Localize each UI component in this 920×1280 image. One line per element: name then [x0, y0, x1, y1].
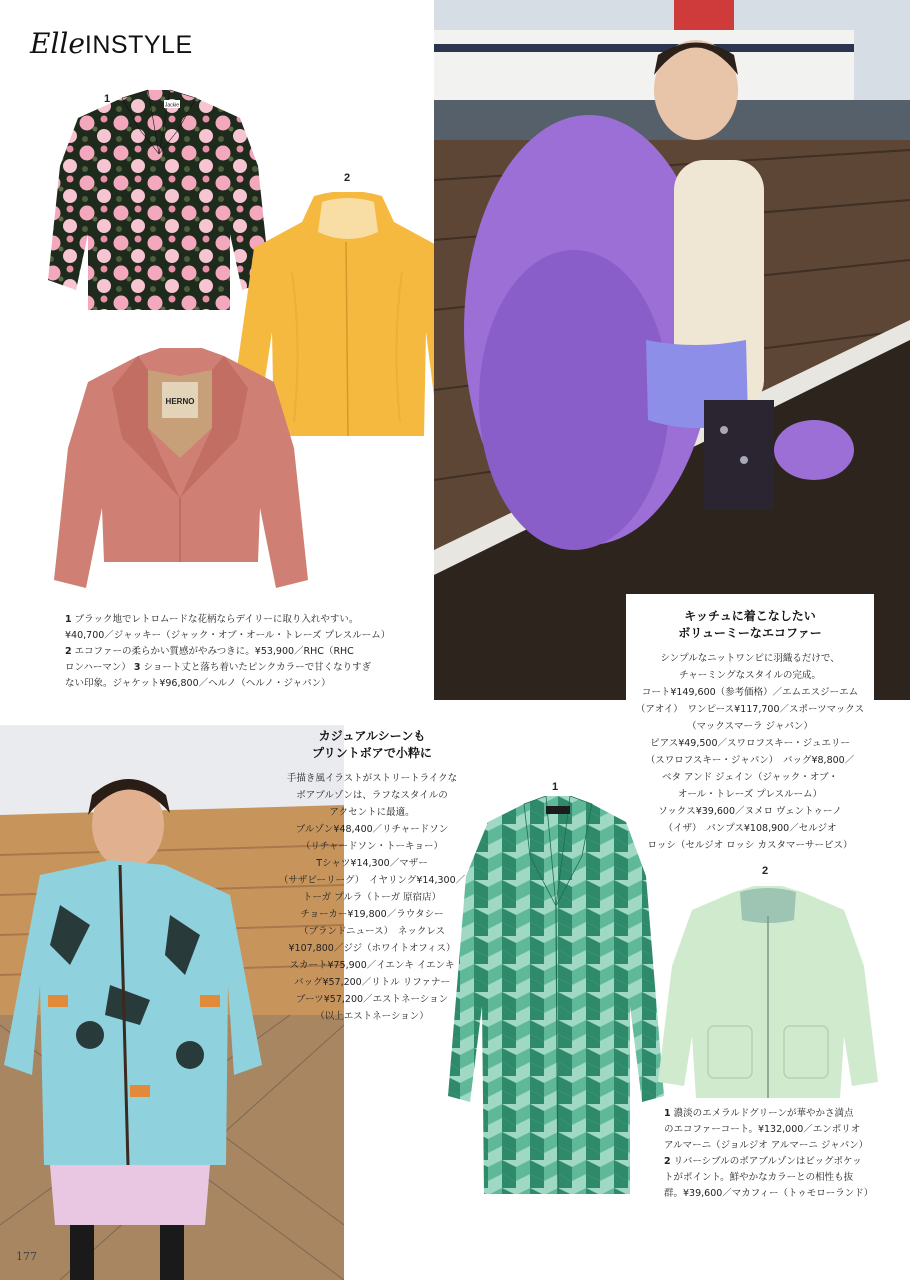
caption-text: トがポイント。鮮やかなカラーとの相性も抜 [664, 1172, 854, 1183]
casual-text: トーガ プルラ（トーガ 原宿店） [302, 892, 442, 903]
casual-text: （サザビーリーグ） イヤリング¥14,300／ [278, 875, 466, 886]
casual-text: ブルゾン¥48,400／リチャードソン [295, 824, 449, 835]
casual-text: スカート¥75,900／イエンキ イエンキ [289, 960, 455, 971]
kitschy-text: コート¥149,600（参考価格）／エムエスジーエム [641, 687, 859, 698]
casual-text-block [278, 728, 466, 1025]
caption-text: ブラック地でレトロムードな花柄ならデイリーに取り入れやすい。 [74, 614, 359, 625]
casual-text: チョーカー¥19,800／ラウタシー [300, 909, 444, 920]
page-number: 177 [16, 1250, 37, 1263]
casual-heading-line1: カジュアルシーンも [318, 729, 426, 743]
masthead-instyle: INSTYLE [84, 31, 193, 59]
casual-text: （以上エストネーション） [315, 1011, 429, 1022]
caption-text: リバーシブルのボアブルゾンはビッグポケッ [673, 1156, 862, 1167]
kitschy-text: オール・トレーズ プレスルーム） [677, 789, 823, 800]
casual-text: ブーツ¥57,200／エストネーション [295, 994, 449, 1005]
product-number: 1 [104, 93, 111, 105]
caption-number: 2 [664, 1156, 671, 1167]
caption-text: ロンハーマン） [65, 662, 131, 673]
mint-boa-jacket-image [654, 886, 882, 1106]
caption-number: 2 [65, 646, 72, 657]
casual-text: 手描き風イラストがストリートライクな [286, 773, 458, 784]
caption-number: 1 [65, 614, 72, 625]
kitschy-text: ソックス¥39,600／ヌメロ ヴェントゥーノ [658, 806, 842, 817]
casual-text: アクセントに最適。 [329, 807, 415, 818]
terracotta-jacket-image [52, 348, 310, 592]
caption-text: ない印象。ジャケット¥96,800／ヘルノ（ヘルノ・ジャパン） [65, 678, 331, 689]
casual-text: バッグ¥57,200／リトル リファナー [293, 977, 451, 988]
caption-text: ショート丈と落ち着いたピンクカラーで甘くなりすぎ [143, 662, 372, 673]
casual-text: ボアブルゾンは、ラフなスタイルの [296, 790, 448, 801]
top-left-caption [65, 612, 395, 692]
herno-label: HERNO [165, 397, 195, 406]
caption-text: 群。¥39,600／マカフィー（トゥモローランド） [664, 1188, 874, 1199]
masthead-elle: Elle [30, 27, 85, 60]
kitschy-text: （スワロフスキー・ジャパン） バッグ¥8,800／ [645, 755, 855, 766]
caption-number: 1 [664, 1108, 671, 1119]
product-number: 2 [762, 865, 769, 877]
product-number: 1 [552, 781, 559, 793]
casual-heading-line2: プリントボアで小粋に [312, 746, 432, 760]
caption-text: エコファーの柔らかい質感がやみつきに。¥53,900／RHC（RHC [74, 646, 354, 657]
casual-text: Tシャツ¥14,300／マザー [316, 858, 428, 869]
bottom-right-caption [664, 1106, 904, 1202]
kitschy-heading-line1: キッチュに着こなしたい [684, 609, 816, 623]
kitschy-text: ピアス¥49,500／スワロフスキー・ジュエリー [650, 738, 850, 749]
jackie-label: Jackie [164, 102, 180, 109]
kitschy-text: ロッシ（セルジオ ロッシ カスタマーサービス） [647, 840, 853, 851]
kitschy-text: （アオイ） ワンピース¥117,700／スポーツマックス [635, 704, 865, 715]
caption-text: 濃淡のエメラルドグリーンが華やかさ満点 [673, 1108, 854, 1119]
caption-number: 3 [133, 662, 141, 673]
masthead [30, 28, 193, 61]
casual-text: （リチャードソン・トーキョー） [300, 841, 444, 852]
kitschy-text: ベタ アンド ジェイン（ジャック・オブ・ [662, 772, 838, 783]
caption-text: ¥40,700／ジャッキー（ジャック・オブ・オール・トレーズ プレスルーム） [65, 630, 391, 641]
kitschy-text: シンプルなニットワンピに羽織るだけで、 [660, 653, 840, 664]
caption-text: アルマーニ（ジョルジオ アルマーニ ジャパン） [664, 1140, 869, 1151]
emerald-fur-coat-image [446, 796, 666, 1198]
product-number: 2 [344, 172, 351, 184]
casual-text: （ブランドニュース） ネックレス [298, 926, 446, 937]
kitschy-heading-line2: ボリューミーなエコファー [678, 626, 822, 640]
kitschy-text: チャーミングなスタイルの完成。 [679, 670, 821, 681]
kitschy-text: （マックスマーラ ジャパン） [687, 721, 813, 732]
kitschy-text: （イザ） パンプス¥108,900／セルジオ [663, 823, 837, 834]
casual-text: ¥107,800／ジジ（ホワイトオフィス） [288, 943, 456, 954]
caption-text: のエコファーコート。¥132,000／エンポリオ [664, 1124, 861, 1135]
